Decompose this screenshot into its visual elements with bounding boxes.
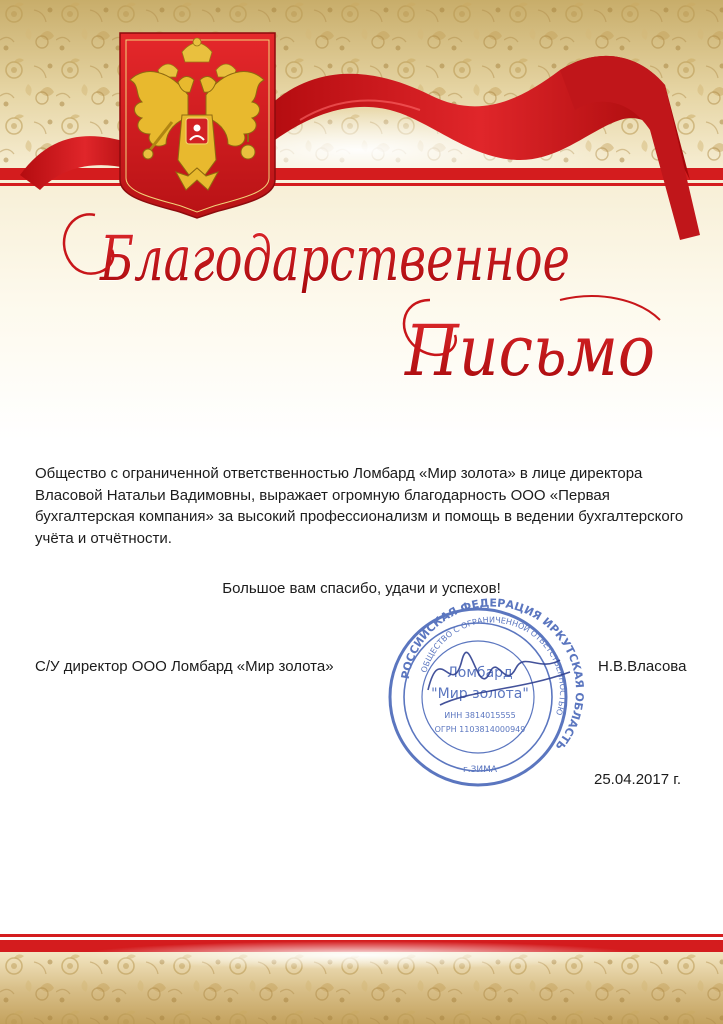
seal-ogrn: ОГРН 1103814000949: [434, 725, 526, 734]
seal-center-line2: "Мир золота": [431, 686, 529, 702]
letter-body: Общество с ограниченной ответственностью Ломбард «Мир золота» в лице директора Власовой Натальи Вадимовны, выражает огромную благодарность ООО «Первая бухгалтерская компания» за высокий профессионализм и помощь в ведении бухгалтерского учёта и отчётности.: [35, 465, 684, 547]
seal-center-line1: Ломбард: [447, 665, 513, 681]
signature-name: Н.В.Власова: [598, 658, 687, 675]
seal-inn: ИНН 3814015555: [444, 711, 516, 720]
letter-date: 25.04.2017 г.: [594, 771, 682, 788]
letter-thanks: Большое вам спасибо, удачи и успехов!: [222, 580, 501, 597]
seal-inner-ring: ОБЩЕСТВО С ОГРАНИЧЕННОЙ ОТВЕТСТВЕННОСТЬЮ: [419, 615, 568, 717]
seal-outer-ring: РОССИЙСКАЯ ФЕДЕРАЦИЯ ИРКУТСКАЯ ОБЛАСТЬ: [398, 596, 587, 753]
heading-line2: Письмо: [403, 310, 655, 392]
signature-role: С/У директор ООО Ломбард «Мир золота»: [35, 658, 334, 675]
seal-city: г.ЗИМА: [462, 765, 498, 775]
heading-line1: Благодарственное: [99, 222, 570, 295]
